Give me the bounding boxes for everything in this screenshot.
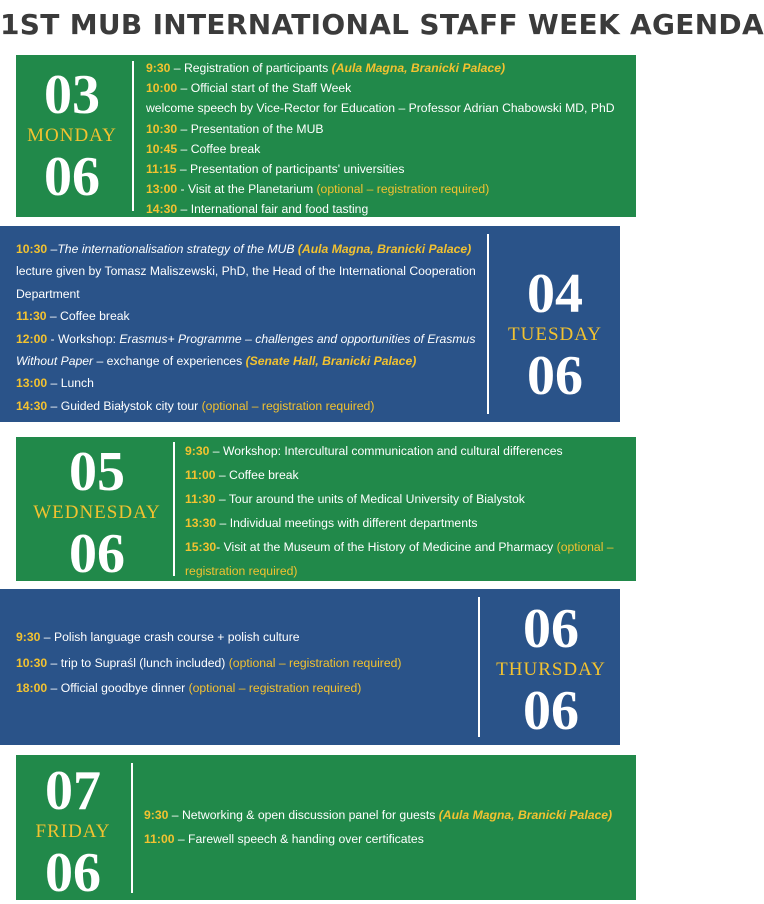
agenda-list	[185, 439, 625, 583]
agenda-time: 9:30	[16, 630, 41, 644]
agenda-time: 11:15	[146, 162, 177, 177]
agenda-venue: (Aula Magna, Branicki Palace)	[438, 808, 613, 822]
agenda-time: 14:30	[16, 398, 48, 413]
agenda-text: – Registration of participants	[170, 61, 332, 75]
separator-line	[132, 61, 134, 211]
day-number: 03	[44, 64, 100, 126]
month-number: 06	[45, 842, 101, 904]
agenda-item	[146, 119, 632, 139]
agenda-item	[16, 372, 492, 394]
month-number: 06	[44, 146, 100, 208]
agenda-text-emphasis: The internationalisation strategy of the MUB	[57, 242, 295, 256]
agenda-optional-note: (optional – registration required)	[316, 182, 490, 197]
date-block	[496, 264, 614, 406]
day-card-monday	[16, 55, 636, 217]
agenda-text: - Workshop:	[47, 331, 120, 346]
agenda-text: – Lunch	[47, 376, 94, 391]
agenda-text: lecture given by Tomasz Maliszewski, PhD, the Head of the International Cooperation Department	[16, 264, 476, 301]
agenda-venue: (Aula Magna, Branicki Palace)	[331, 61, 506, 75]
date-block	[16, 761, 130, 903]
weekday-label: MONDAY	[27, 125, 117, 146]
agenda-text: – Workshop: Intercultural communication and cultural differences	[209, 444, 563, 458]
agenda-text: – Official goodbye dinner	[47, 681, 189, 695]
date-block	[16, 65, 128, 207]
agenda-text: – Networking & open discussion panel for guests	[168, 808, 439, 822]
agenda-time: 18:00	[16, 681, 48, 695]
agenda-time: 11:00	[185, 468, 216, 482]
separator-line	[131, 763, 133, 893]
agenda-time: 11:30	[185, 492, 216, 506]
agenda-item	[146, 159, 632, 179]
agenda-optional-note: (optional – registration required)	[201, 398, 375, 413]
agenda-text: – Coffee break	[46, 309, 130, 324]
weekday-label: THURSDAY	[496, 659, 606, 680]
agenda-item	[185, 535, 625, 583]
day-card-tuesday	[0, 226, 620, 422]
weekday-label: TUESDAY	[508, 324, 602, 345]
agenda-item	[146, 78, 632, 98]
month-number: 06	[69, 523, 125, 585]
month-number: 06	[527, 345, 583, 407]
day-number: 04	[527, 263, 583, 325]
agenda-text: – Guided Białystok city tour	[47, 398, 202, 413]
agenda-text: – International fair and food tasting	[177, 202, 369, 217]
agenda-text: – Farewell speech & handing over certificates	[174, 832, 424, 846]
agenda-item	[185, 439, 625, 463]
agenda-time: 9:30	[185, 444, 210, 458]
agenda-list	[146, 58, 632, 220]
agenda-item	[16, 651, 476, 677]
agenda-venue: (Senate Hall, Branicki Palace)	[245, 354, 417, 369]
day-number: 06	[523, 598, 579, 660]
agenda-time: 13:00	[146, 182, 178, 197]
agenda-time: 10:30	[16, 242, 48, 256]
agenda-text: – Official start of the Staff Week	[177, 81, 352, 96]
day-card-wednesday	[16, 437, 636, 585]
agenda-text-emphasis: Erasmus+ Programme – challenges and opportunities of Erasmus Without Paper	[16, 331, 476, 369]
agenda-time: 10:45	[146, 141, 178, 156]
agenda-item	[185, 487, 625, 511]
agenda-venue: (Aula Magna, Branicki Palace)	[294, 242, 472, 256]
agenda-list	[16, 238, 492, 417]
agenda-item	[16, 625, 476, 651]
agenda-text: - Visit at the Planetarium	[177, 182, 317, 197]
weekday-label: FRIDAY	[35, 821, 111, 842]
agenda-text: – Presentation of the MUB	[177, 121, 324, 136]
agenda-time: 11:00	[144, 832, 175, 846]
separator-line	[173, 442, 175, 576]
agenda-item	[144, 803, 624, 827]
weekday-label: WEDNESDAY	[33, 502, 161, 523]
page-title: 1ST MUB INTERNATIONAL STAFF WEEK AGENDA	[0, 8, 764, 41]
agenda-time: 13:00	[16, 376, 48, 391]
separator-line	[487, 234, 489, 414]
agenda-item	[146, 179, 632, 199]
agenda-text: – Presentation of participants' universities	[176, 162, 405, 177]
agenda-time: 10:00	[146, 81, 178, 96]
agenda-item	[185, 463, 625, 487]
day-card-friday	[16, 755, 636, 904]
agenda-optional-note: (optional – registration required)	[188, 681, 362, 695]
agenda-text: – Individual meetings with different departments	[216, 516, 478, 530]
agenda-time: 14:30	[146, 202, 178, 217]
agenda-item	[146, 199, 632, 219]
agenda-time: 15:30	[185, 540, 217, 554]
agenda-time: 11:30	[16, 309, 47, 324]
day-card-thursday	[0, 589, 620, 745]
agenda-item	[16, 260, 492, 305]
agenda-time: 13:30	[185, 516, 217, 530]
agenda-time: 10:30	[16, 655, 48, 670]
separator-line	[478, 597, 480, 737]
agenda-text: - Visit at the Museum of the History of Medicine and Pharmacy	[216, 540, 557, 554]
day-number: 07	[45, 760, 101, 822]
agenda-item	[16, 305, 492, 327]
agenda-text: –	[47, 242, 58, 256]
agenda-item	[16, 238, 492, 260]
agenda-item	[146, 58, 632, 78]
agenda-text: – Coffee break	[177, 141, 261, 156]
day-number: 05	[69, 441, 125, 503]
agenda-text: – Polish language crash course + polish culture	[40, 630, 300, 644]
agenda-list	[16, 625, 476, 702]
agenda-time: 10:30	[146, 121, 178, 136]
agenda-list	[144, 803, 624, 851]
agenda-text: – exchange of experiences	[93, 354, 246, 369]
agenda-item	[16, 328, 492, 373]
agenda-text: – Tour around the units of Medical University of Bialystok	[215, 492, 525, 506]
agenda-time: 9:30	[146, 61, 171, 75]
agenda-item	[146, 139, 632, 159]
agenda-text: welcome speech by Vice-Rector for Education – Professor Adrian Chabowski MD, PhD	[146, 101, 615, 116]
date-block	[16, 442, 178, 584]
agenda-item	[144, 827, 624, 851]
agenda-item	[16, 395, 492, 417]
agenda-optional-note: (optional – registration required)	[185, 540, 614, 578]
agenda-item	[16, 676, 476, 702]
agenda-time: 9:30	[144, 808, 169, 822]
agenda-text: – trip to Supraśl (lunch included)	[47, 655, 229, 670]
agenda-item	[185, 511, 625, 535]
agenda-optional-note: (optional – registration required)	[228, 655, 402, 670]
agenda-item	[146, 98, 632, 118]
month-number: 06	[523, 680, 579, 742]
date-block	[486, 599, 616, 741]
agenda-text: – Coffee break	[215, 468, 299, 482]
agenda-time: 12:00	[16, 331, 48, 346]
